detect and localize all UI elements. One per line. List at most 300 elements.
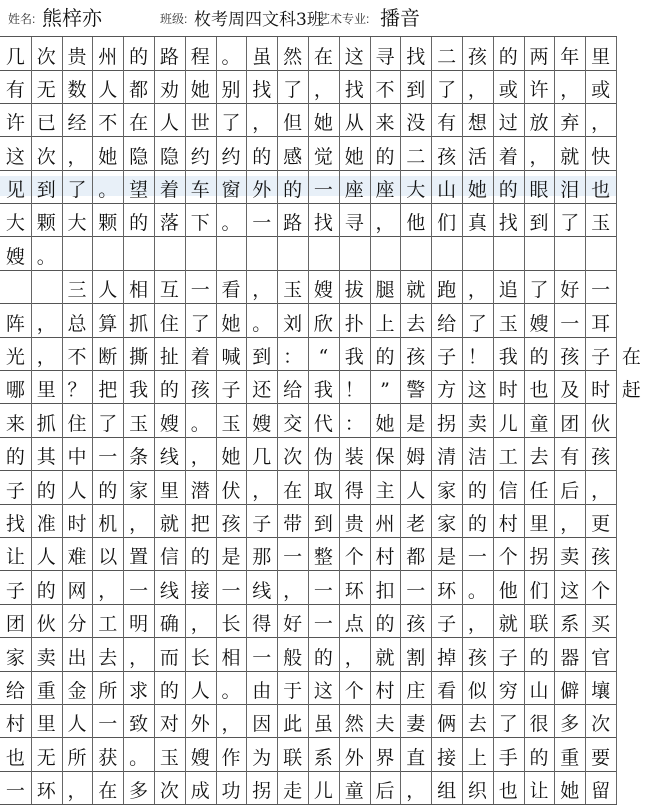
- grid-char: 就: [375, 646, 395, 669]
- grid-char: 找: [252, 78, 272, 101]
- grid-char: 也: [529, 379, 549, 402]
- grid-char: 系: [560, 613, 580, 636]
- grid-char: 她: [560, 780, 580, 803]
- grid-char: 在: [283, 479, 303, 502]
- grid-char: 了: [467, 312, 487, 335]
- grid-char: 的: [375, 613, 395, 636]
- grid-char: 两: [529, 46, 549, 69]
- grid-char: 割: [406, 646, 426, 669]
- grid-char: 环: [36, 780, 56, 803]
- grid-char: 我: [313, 379, 333, 402]
- grid-char: 工: [98, 613, 118, 636]
- grid-char: 次: [591, 713, 611, 736]
- grid-char: 致: [129, 713, 149, 736]
- major-value: 播音: [380, 6, 420, 30]
- grid-char: 了: [529, 279, 549, 302]
- grid-char: 环: [344, 579, 364, 602]
- grid-char: 是: [406, 412, 426, 435]
- grid-char: 不: [98, 112, 118, 135]
- grid-char: 路: [283, 212, 303, 235]
- grid-char: 这: [344, 46, 364, 69]
- grid-char: 儿: [498, 412, 518, 435]
- grid-char: 洁: [467, 446, 487, 469]
- grid-row: [0, 203, 617, 237]
- grid-char: 也: [498, 780, 518, 803]
- grid-char: 子: [221, 379, 241, 402]
- grid-char: ，: [283, 579, 303, 602]
- grid-char: 其: [36, 446, 56, 469]
- grid-cell: [185, 236, 217, 269]
- grid-char: 这: [313, 679, 333, 702]
- grid-row: [0, 170, 617, 204]
- grid-char: ？: [67, 379, 87, 402]
- grid-char: 中: [67, 446, 87, 469]
- grid-char: 是: [221, 546, 241, 569]
- grid-char: 寻: [344, 212, 364, 235]
- grid-char: 由: [252, 679, 272, 702]
- grid-char: 妻: [406, 713, 426, 736]
- grid-char: 明: [129, 613, 149, 636]
- grid-char: 泪: [560, 178, 580, 201]
- grid-char: ，: [467, 279, 487, 302]
- grid-char: 工: [498, 446, 518, 469]
- grid-cell: [339, 236, 371, 269]
- grid-char: 。: [252, 312, 272, 335]
- grid-char: 都: [129, 78, 149, 101]
- grid-char: 的: [283, 178, 303, 201]
- grid-char: 山: [437, 178, 457, 201]
- grid-char: 抓: [129, 312, 149, 335]
- grid-char: 拐: [252, 780, 272, 803]
- grid-char: 哪: [5, 379, 25, 402]
- grid-char: 一: [406, 579, 426, 602]
- grid-char: 因: [252, 713, 272, 736]
- grid-char: 玉: [129, 412, 149, 435]
- grid-char: 村: [375, 546, 395, 569]
- grid-char: 置: [129, 546, 149, 569]
- grid-char: 相: [221, 646, 241, 669]
- grid-char: ，: [129, 512, 149, 535]
- grid-char: 取: [313, 479, 333, 502]
- grid-char: 她: [98, 145, 118, 168]
- grid-char: 以: [98, 546, 118, 569]
- grid-char: 子: [498, 646, 518, 669]
- grid-char: 都: [406, 546, 426, 569]
- grid-char: 她: [221, 312, 241, 335]
- grid-row: [0, 504, 617, 538]
- grid-char: [31, 279, 62, 301]
- grid-char: 玉: [283, 279, 303, 302]
- grid-char: 子: [5, 479, 25, 502]
- grid-char: 看: [437, 679, 457, 702]
- grid-char: 织: [467, 780, 487, 803]
- grid-char: 颗: [36, 212, 56, 235]
- grid-char: 后: [560, 479, 580, 502]
- grid-char: 着: [159, 178, 179, 201]
- grid-char: 就: [560, 145, 580, 168]
- grid-char: 了: [221, 112, 241, 135]
- grid-char: 时: [67, 512, 87, 535]
- grid-char: 一: [313, 579, 333, 602]
- grid-char: 我: [129, 379, 149, 402]
- grid-char: 隐: [159, 145, 179, 168]
- grid-char: 任: [529, 479, 549, 502]
- grid-char: 子: [437, 345, 457, 368]
- grid-char: ，: [560, 78, 580, 101]
- name-label: 姓名:: [8, 12, 36, 26]
- grid-char: 数: [67, 78, 87, 101]
- grid-char: 见: [5, 178, 25, 201]
- grid-row: [0, 236, 617, 270]
- grid-char: ，: [129, 646, 149, 669]
- grid-char: ：: [344, 412, 364, 435]
- grid-char: 到: [313, 512, 333, 535]
- grid-char: 一: [560, 312, 580, 335]
- grid-char: 人: [190, 679, 210, 702]
- header: [0, 0, 617, 30]
- grid-char: 一: [283, 546, 303, 569]
- grid-char: 长: [221, 613, 241, 636]
- grid-char: 到: [406, 78, 426, 101]
- grid-char: 赶: [621, 379, 641, 402]
- grid-char: 州: [375, 512, 395, 535]
- grid-char: 腿: [375, 279, 395, 302]
- grid-char: 寻: [375, 46, 395, 69]
- grid-char: 也: [5, 746, 25, 769]
- grid-char: 成: [190, 780, 210, 803]
- grid-char: 准: [36, 512, 56, 535]
- grid-row: [0, 537, 617, 571]
- grid-char: 家: [437, 479, 457, 502]
- grid-char: ，: [467, 78, 487, 101]
- grid-char: 家: [437, 512, 457, 535]
- grid-char: 组: [437, 780, 457, 803]
- grid-char: 嫂: [313, 279, 333, 302]
- grid-char: 到: [529, 212, 549, 235]
- grid-char: 扣: [375, 579, 395, 602]
- grid-char: 线: [159, 579, 179, 602]
- grid-char: 伪: [313, 446, 333, 469]
- grid-char: 。: [221, 212, 241, 235]
- grid-char: 然: [344, 713, 364, 736]
- grid-char: 找: [406, 46, 426, 69]
- major-label: 艺术专业:: [318, 12, 370, 26]
- grid-char: ，: [252, 479, 272, 502]
- grid-char: ，: [190, 446, 210, 469]
- grid-char: 童: [344, 780, 364, 803]
- grid-char: 就: [406, 279, 426, 302]
- grid-char: 重: [36, 679, 56, 702]
- grid-char: 卖: [560, 546, 580, 569]
- grid-char: 了: [67, 178, 87, 201]
- grid-char: 的: [252, 145, 272, 168]
- grid-char: 村: [375, 679, 395, 702]
- grid-char: 个: [498, 546, 518, 569]
- grid-char: 人: [67, 479, 87, 502]
- grid-char: 去: [529, 446, 549, 469]
- grid-cell: [370, 236, 402, 269]
- grid-char: 人: [36, 546, 56, 569]
- grid-char: 就: [498, 613, 518, 636]
- grid-char: 有: [5, 78, 25, 101]
- grid-char: 车: [190, 178, 210, 201]
- grid-char: 里: [36, 713, 56, 736]
- grid-char: 她: [221, 446, 241, 469]
- grid-char: ，: [252, 279, 272, 302]
- grid-row: [0, 270, 617, 304]
- grid-char: 世: [190, 112, 210, 135]
- grid-char: 觉: [313, 145, 333, 168]
- grid-char: 。: [129, 746, 149, 769]
- grid-char: 。: [36, 245, 56, 268]
- grid-char: 人: [67, 713, 87, 736]
- grid-char: 不: [67, 345, 87, 368]
- grid-char: 欣: [313, 312, 333, 335]
- grid-char: 上: [467, 746, 487, 769]
- name-value: 熊梓亦: [42, 6, 102, 30]
- grid-char: 嫂: [252, 412, 272, 435]
- grid-char: 次: [159, 780, 179, 803]
- grid-char: 一: [98, 713, 118, 736]
- grid-row: [0, 370, 641, 404]
- grid-char: 保: [375, 446, 395, 469]
- grid-char: 多: [129, 780, 149, 803]
- grid-cell: [400, 236, 432, 269]
- grid-char: 州: [98, 46, 118, 69]
- grid-char: 二: [406, 145, 426, 168]
- grid-char: 算: [98, 312, 118, 335]
- grid-char: 次: [283, 446, 303, 469]
- grid-char: 一: [252, 212, 272, 235]
- grid-cell: [493, 236, 525, 269]
- grid-char: 人: [159, 112, 179, 135]
- grid-char: 接: [190, 579, 210, 602]
- grid-char: ，: [375, 212, 395, 235]
- grid-char: 般: [283, 646, 303, 669]
- grid-char: 儿: [313, 780, 333, 803]
- grid-char: 。: [221, 46, 241, 69]
- grid-char: 大: [406, 178, 426, 201]
- grid-char: 次: [36, 145, 56, 168]
- grid-char: 机: [98, 512, 118, 535]
- grid-char: 三: [67, 279, 87, 302]
- grid-char: 老: [406, 512, 426, 535]
- grid-char: 还: [252, 379, 272, 402]
- grid-char: 伙: [36, 613, 56, 636]
- grid-char: 一: [313, 613, 333, 636]
- grid-char: ：: [283, 345, 303, 368]
- grid-char: 重: [560, 746, 580, 769]
- grid-char: [0, 279, 31, 301]
- grid-char: 子: [437, 613, 457, 636]
- grid-row: [0, 604, 617, 638]
- grid-char: 经: [67, 112, 87, 135]
- grid-char: 此: [283, 713, 303, 736]
- grid-char: 大: [5, 212, 25, 235]
- grid-char: 孩: [591, 546, 611, 569]
- grid-char: 子: [252, 512, 272, 535]
- grid-char: 确: [159, 613, 179, 636]
- grid-char: 一: [221, 579, 241, 602]
- grid-char: 。: [467, 579, 487, 602]
- grid-char: 有: [560, 446, 580, 469]
- grid-char: ，: [344, 646, 364, 669]
- grid-char: 了: [560, 212, 580, 235]
- grid-char: 别: [221, 78, 241, 101]
- grid-char: 村: [498, 512, 518, 535]
- grid-char: 下: [190, 212, 210, 235]
- grid-row: [0, 69, 617, 103]
- grid-char: 求: [129, 679, 149, 702]
- grid-char: 不: [375, 78, 395, 101]
- grid-char: 潜: [190, 479, 210, 502]
- grid-cell: [216, 236, 248, 269]
- grid-char: 于: [283, 679, 303, 702]
- grid-char: 庄: [406, 679, 426, 702]
- grid-char: 孩: [221, 512, 241, 535]
- grid-char: 在: [129, 112, 149, 135]
- grid-char: 给: [283, 379, 303, 402]
- grid-char: 没: [406, 112, 426, 135]
- grid-char: 扑: [344, 312, 364, 335]
- grid-char: 长: [190, 646, 210, 669]
- grid-char: 了: [283, 78, 303, 101]
- grid-char: 光: [5, 345, 25, 368]
- grid-char: 玉: [221, 412, 241, 435]
- grid-cell: [246, 236, 278, 269]
- grid-row: [0, 671, 617, 705]
- grid-char: 穷: [498, 679, 518, 702]
- grid-char: 更: [591, 512, 611, 535]
- grid-char: 的: [529, 646, 549, 669]
- grid-cell: [462, 236, 494, 269]
- grid-row: [0, 337, 641, 371]
- grid-char: 但: [283, 112, 303, 135]
- grid-char: 跑: [437, 279, 457, 302]
- grid-row: [0, 103, 617, 137]
- grid-char: 信: [498, 479, 518, 502]
- grid-char: 想: [467, 112, 487, 135]
- grid-cell: [431, 236, 463, 269]
- grid-char: 她: [467, 178, 487, 201]
- grid-char: 的: [98, 479, 118, 502]
- grid-char: 的: [5, 446, 25, 469]
- grid-char: 隐: [129, 145, 149, 168]
- grid-char: 走: [283, 780, 303, 803]
- grid-row: [0, 771, 617, 805]
- grid-char: ”: [380, 379, 390, 402]
- grid-cell: [154, 236, 186, 269]
- grid-char: 一: [5, 780, 25, 803]
- grid-char: 虽: [313, 713, 333, 736]
- grid-char: 壤: [591, 679, 611, 702]
- grid-char: 而: [159, 646, 179, 669]
- grid-char: 扯: [159, 345, 179, 368]
- grid-char: 整: [313, 546, 333, 569]
- grid-char: 我: [344, 345, 364, 368]
- grid-char: ，: [252, 112, 272, 135]
- grid-char: 或: [498, 78, 518, 101]
- grid-char: 嫂: [5, 245, 25, 268]
- grid-char: 几: [5, 46, 25, 69]
- grid-char: 的: [36, 579, 56, 602]
- grid-char: 抓: [36, 412, 56, 435]
- grid-char: 孩: [406, 345, 426, 368]
- grid-char: 拐: [529, 546, 549, 569]
- grid-char: 。: [98, 178, 118, 201]
- grid-char: 总: [67, 312, 87, 335]
- grid-char: 劝: [159, 78, 179, 101]
- grid-row: [0, 303, 617, 337]
- grid-char: 了: [98, 412, 118, 435]
- grid-char: 到: [36, 178, 56, 201]
- grid-char: 获: [98, 746, 118, 769]
- grid-char: 的: [467, 479, 487, 502]
- grid-char: 接: [437, 746, 457, 769]
- grid-char: 住: [159, 312, 179, 335]
- grid-char: 了: [498, 713, 518, 736]
- grid-char: 找: [313, 212, 333, 235]
- grid-char: 孩: [591, 446, 611, 469]
- grid-char: 玉: [591, 212, 611, 235]
- grid-char: 后: [375, 780, 395, 803]
- grid-char: 这: [467, 379, 487, 402]
- grid-char: 得: [252, 613, 272, 636]
- grid-char: 座: [344, 178, 364, 201]
- grid-char: 人: [98, 279, 118, 302]
- grid-char: 在: [98, 780, 118, 803]
- grid-char: 人: [98, 78, 118, 101]
- grid-char: 在: [621, 345, 641, 368]
- grid-cell: [524, 236, 556, 269]
- grid-char: 掉: [437, 646, 457, 669]
- grid-cell: [123, 236, 155, 269]
- grid-char: 一: [591, 279, 611, 302]
- grid-char: 拔: [344, 279, 364, 302]
- grid-char: 官: [591, 646, 611, 669]
- grid-char: 夫: [375, 713, 395, 736]
- grid-char: 们: [529, 579, 549, 602]
- grid-char: 玉: [159, 746, 179, 769]
- grid-char: 金: [67, 679, 87, 702]
- grid-char: 找: [5, 512, 25, 535]
- grid-char: 玉: [498, 312, 518, 335]
- class-value: 枚考周四文科3班: [194, 10, 324, 30]
- grid-char: ，: [98, 579, 118, 602]
- grid-char: 阵: [5, 312, 25, 335]
- grid-char: 在: [313, 46, 333, 69]
- grid-char: ，: [36, 312, 56, 335]
- grid-char: 追: [498, 279, 518, 302]
- grid-char: 子: [5, 579, 25, 602]
- grid-cell: [554, 236, 586, 269]
- grid-char: 好: [560, 279, 580, 302]
- grid-char: 主: [375, 479, 395, 502]
- grid-char: 线: [252, 579, 272, 602]
- grid-char: 多: [560, 713, 580, 736]
- grid-char: 断: [98, 345, 118, 368]
- grid-char: 一: [467, 546, 487, 569]
- grid-char: 的: [498, 178, 518, 201]
- grid-char: 山: [529, 679, 549, 702]
- class-label: 班级:: [160, 12, 188, 26]
- grid-char: 伏: [221, 479, 241, 502]
- grid-char: 外: [344, 746, 364, 769]
- grid-char: 无: [36, 746, 56, 769]
- grid-char: ，: [591, 479, 611, 502]
- grid-char: 俩: [437, 713, 457, 736]
- grid-char: 卖: [467, 412, 487, 435]
